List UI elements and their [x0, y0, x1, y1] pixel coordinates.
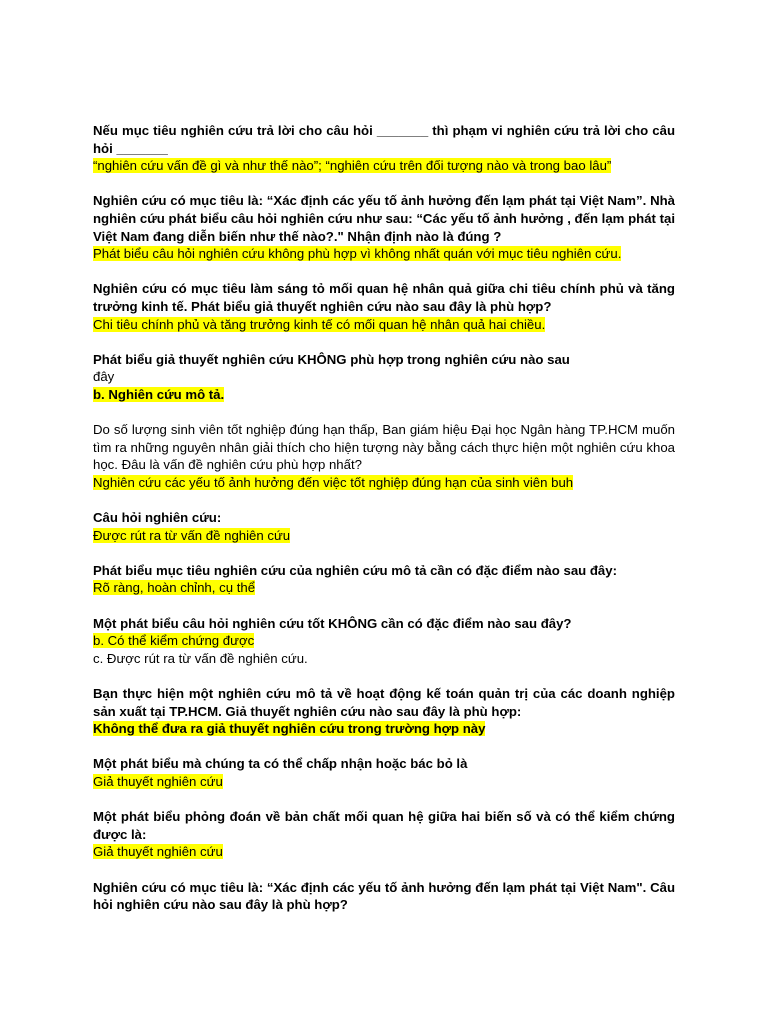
answer-text: “nghiên cứu vấn đề gì và như thế nào”; “nghiên cứu trên đối tượng nào và trong bao lâu”: [93, 158, 612, 174]
answer-text: Rõ ràng, hoàn chỉnh, cụ thể: [93, 580, 256, 596]
question-block: [93, 685, 675, 738]
highlighted-answer: [93, 474, 675, 492]
highlighted-answer: [93, 245, 675, 263]
question-text: Phát biểu giả thuyết nghiên cứu KHÔNG phù hợp trong nghiên cứu nào sau: [93, 351, 570, 367]
answer-line: [93, 368, 675, 386]
question-text: Câu hỏi nghiên cứu:: [93, 510, 222, 526]
question-block: [93, 615, 675, 668]
question-block: [93, 509, 675, 544]
answer-text: Không thể đưa ra giả thuyết nghiên cứu trong trường hợp này: [93, 721, 486, 737]
question-block: [93, 280, 675, 333]
answer-text: Chi tiêu chính phủ và tăng trưởng kinh tế có mối quan hệ nhân quả hai chiều.: [93, 316, 546, 332]
question-text: Bạn thực hiện một nghiên cứu mô tả về hoạt động kế toán quản trị của các doanh nghiệp sản xuất tại TP.HCM. Giả thuyết nghiên cứu nào sau đây là phù hợp:: [93, 686, 675, 719]
question-text: Nếu mục tiêu nghiên cứu trả lời cho câu hỏi _______ thì phạm vi nghiên cứu trả lời cho câu hỏi _______: [93, 123, 675, 156]
answer-text: b. Có thể kiểm chứng được: [93, 633, 255, 649]
highlighted-answer: [93, 157, 675, 175]
question-block: [93, 421, 675, 491]
question-text: Một phát biểu mà chúng ta có thể chấp nhận hoặc bác bỏ là: [93, 756, 468, 772]
highlighted-answer: [93, 579, 675, 597]
answer-text: Được rút ra từ vấn đề nghiên cứu: [93, 527, 291, 543]
highlighted-answer: [93, 386, 675, 404]
answer-line: [93, 650, 675, 668]
document-page: [93, 122, 675, 931]
highlighted-answer: [93, 720, 675, 738]
answer-text: b. Nghiên cứu mô tả.: [93, 386, 225, 402]
answer-text: Nghiên cứu các yếu tố ảnh hưởng đến việc tốt nghiệp đúng hạn của sinh viên buh: [93, 474, 574, 490]
question-block: [93, 351, 675, 404]
answer-text: Giả thuyết nghiên cứu: [93, 773, 223, 789]
answer-text: c. Được rút ra từ vấn đề nghiên cứu.: [93, 650, 308, 666]
question-text: Nghiên cứu có mục tiêu là: “Xác định các yếu tố ảnh hưởng đến lạm phát tại Việt Nam”. Nhà nghiên cứu phát biểu câu hỏi nghiên cứu như sau: “Các yếu tố ảnh hưởng , đến lạm phát tại Việt Nam đang diễn biến như thế nào?." Nhận định nào là đúng ?: [93, 193, 675, 244]
question-block: [93, 879, 675, 914]
question-text: Do số lượng sinh viên tốt nghiệp đúng hạn thấp, Ban giám hiệu Đại học Ngân hàng TP.HCM muốn tìm ra những nguyên nhân giải thích cho hiện tượng này bằng cách thực hiện một nghiên cứu khoa học. Đâu là vấn đề nghiên cứu phù hợp nhất?: [93, 422, 675, 473]
question-text: Một phát biểu phỏng đoán về bản chất mối quan hệ giữa hai biến số và có thể kiểm chứng được là:: [93, 809, 675, 842]
question-block: [93, 122, 675, 175]
question-text: Phát biểu mục tiêu nghiên cứu của nghiên cứu mô tả cần có đặc điểm nào sau đây:: [93, 562, 617, 578]
answer-text: đây: [93, 369, 115, 385]
highlighted-answer: [93, 773, 675, 791]
question-block: [93, 808, 675, 861]
question-block: [93, 562, 675, 597]
highlighted-answer: [93, 843, 675, 861]
question-block: [93, 192, 675, 262]
question-block: [93, 755, 675, 790]
highlighted-answer: [93, 527, 675, 545]
highlighted-answer: [93, 632, 675, 650]
highlighted-answer: [93, 316, 675, 334]
answer-text: Giả thuyết nghiên cứu: [93, 844, 223, 860]
question-text: Một phát biểu câu hỏi nghiên cứu tốt KHÔNG cần có đặc điểm nào sau đây?: [93, 615, 572, 631]
question-text: Nghiên cứu có mục tiêu làm sáng tỏ mối quan hệ nhân quả giữa chi tiêu chính phủ và tăng trưởng kinh tế. Phát biểu giả thuyết nghiên cứu nào sau đây là phù hợp?: [93, 281, 675, 314]
answer-text: Phát biểu câu hỏi nghiên cứu không phù hợp vì không nhất quán với mục tiêu nghiên cứu.: [93, 246, 622, 262]
question-text: Nghiên cứu có mục tiêu là: “Xác định các yếu tố ảnh hưởng đến lạm phát tại Việt Nam". Câu hỏi nghiên cứu nào sau đây là phù hợp?: [93, 879, 675, 913]
